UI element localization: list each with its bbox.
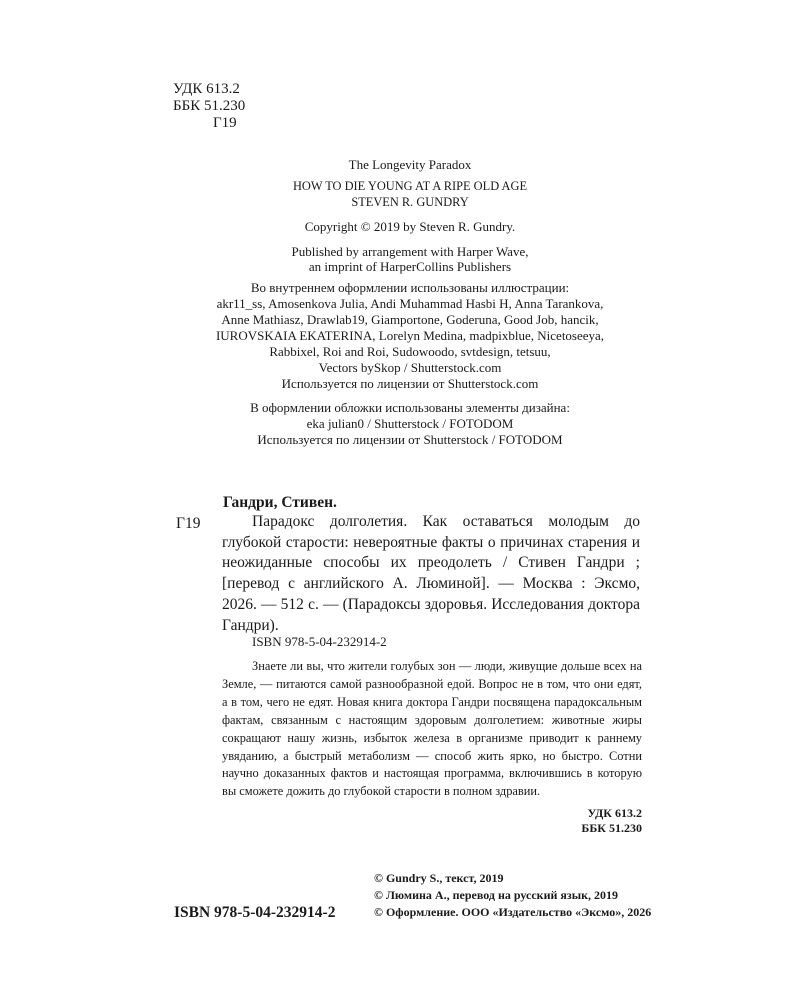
isbn-bottom: ISBN 978-5-04-232914-2 — [174, 904, 336, 921]
credit-line: Используется по лицензии от Shutterstock.com — [281, 376, 539, 391]
original-subtitle: HOW TO DIE YOUNG AT A RIPE OLD AGE — [292, 179, 528, 193]
record-author: Гандри, Стивен. — [223, 494, 337, 511]
record-isbn: ISBN 978-5-04-232914-2 — [252, 634, 387, 649]
catalog-codes — [173, 81, 245, 132]
udk-code-bottom: УДК 613.2 — [587, 806, 642, 820]
credit-line: Во внутреннем оформлении использованы иллюстрации: — [250, 280, 570, 295]
cover-line: Используется по лицензии от Shutterstock / FOTODOM — [257, 432, 563, 447]
annotation: Знаете ли вы, что жители голубых зон — люди, живущие дольше всех на Земле, — питаются самой разнообразной едой. Вопрос не в том, что они едят, а в том, чего не едят. Новая книга доктора Гандри посвящена парадоксальным фактам, связанным с настоящим здоровым долголетием: животные жиры сокращают нашу жизнь, избыток железа в организме приводит к раннему увяданию, а быстрый метаболизм — способ жить ярко, но быстро. Сотни научно доказанных фактов и настоящая программа, включившись в которую вы сможете дожить до глубокой старости в полном здравии. — [222, 659, 642, 799]
published-line-1: Published by arrangement with Harper Wave, — [291, 244, 529, 259]
credit-line: Rabbixel, Roi and Roi, Sudowoodo, svtdesign, tetsuu, — [269, 344, 551, 359]
copyright-design: © Оформление. ООО «Издательство «Эксмо», 2026 — [374, 905, 652, 919]
copyright-text: © Gundry S., текст, 2019 — [374, 871, 504, 885]
copyright-block — [374, 870, 651, 921]
bibliographic-description: Парадокс долголетия. Как оставаться молодым до глубокой старости: невероятные факты о причинах старения и неожиданные способы их преодолеть / Стивен Гандри ; [перевод с английского А. Люминой]. — Москва : Эксмо, 2026. — 512 с. — (Парадоксы здоровья. Исследования доктора Гандри). — [222, 513, 640, 634]
credit-line: akr11_ss, Amosenkova Julia, Andi Muhammad Hasbi H, Anna Tarankova, — [216, 296, 604, 311]
bbk-code: ББК 51.230 — [173, 98, 246, 114]
credit-line: IUROVSKAIA EKATERINA, Lorelyn Medina, madpixblue, Nicetoseeya, — [215, 328, 605, 343]
credit-line: Anne Mathiasz, Drawlab19, Giamportone, Goderuna, Good Job, hancik, — [221, 312, 599, 327]
copyright-translation: © Люмина А., перевод на русский язык, 2019 — [374, 888, 619, 902]
copyright-line: Copyright © 2019 by Steven R. Gundry. — [304, 219, 516, 234]
credit-line: Vectors bySkop / Shutterstock.com — [318, 360, 502, 375]
catalog-codes-bottom — [560, 806, 642, 836]
cover-credits — [160, 400, 660, 448]
udk-code: УДК 613.2 — [173, 81, 240, 97]
illustrations-credits — [160, 280, 660, 392]
original-title: The Longevity Paradox — [348, 157, 472, 172]
published-line-2: an imprint of HarperCollins Publishers — [308, 259, 512, 274]
author-sign: Г19 — [213, 115, 237, 131]
cover-line: eka julian0 / Shutterstock / FOTODOM — [306, 416, 514, 431]
original-author: STEVEN R. GUNDRY — [351, 195, 469, 209]
cover-line: В оформлении обложки использованы элементы дизайна: — [250, 400, 570, 415]
bbk-code-bottom: ББК 51.230 — [581, 821, 642, 835]
record-code: Г19 — [176, 515, 201, 532]
